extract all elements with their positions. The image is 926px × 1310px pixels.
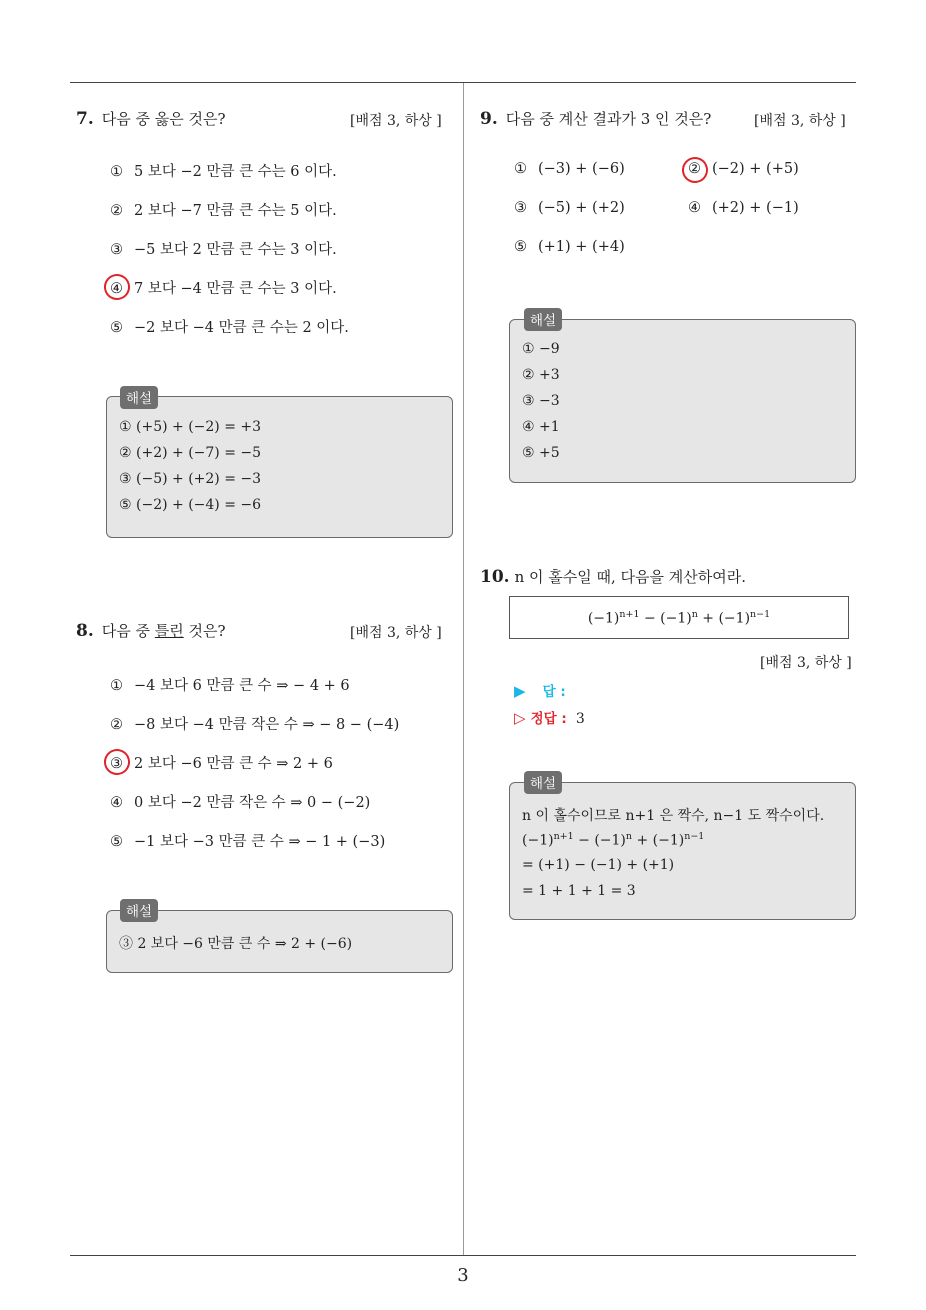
- q10-solution-expression: $(-1)^{n+1} - (-1)^n + (-1)^{n-1}$: [522, 831, 705, 849]
- q7-solution-line: ② (+2) + (−7) = −5: [119, 445, 262, 461]
- q8-choice-5[interactable]: ⑤ −1 보다 −3 만큼 큰 수 ⇒ − 1 + (−3): [110, 834, 386, 850]
- q8-text-prefix: 다음 중: [101, 622, 155, 640]
- column-divider: [463, 83, 464, 1255]
- q7-solution-box: [106, 396, 453, 538]
- q8-text-underlined: 틀린: [154, 622, 184, 640]
- q8-choice-3[interactable]: ③ 2 보다 −6 만큼 큰 수 ⇒ 2 + 6: [110, 756, 333, 772]
- q10-number: 10.: [480, 567, 510, 587]
- q7-number: 7.: [76, 109, 94, 129]
- q7-choice-4[interactable]: ④ 7 보다 −4 만큼 큰 수는 3 이다.: [110, 281, 337, 297]
- q10-correct-row: [514, 707, 585, 727]
- q9-solution-line: ① −9: [522, 341, 560, 357]
- q7-score: [배점 3, 하상 ]: [350, 113, 442, 129]
- q9-choice-5[interactable]: ⑤ (+1) + (+4): [514, 239, 625, 255]
- q9-solution-line: ③ −3: [522, 393, 560, 409]
- q8-answer-circle: [101, 746, 133, 778]
- q10-solution-box: [509, 782, 856, 920]
- q9-solution-line: ④ +1: [522, 419, 560, 435]
- q9-choice-1[interactable]: ① (−3) + (−6): [514, 161, 625, 177]
- q8-solution-box: [106, 910, 453, 973]
- bottom-rule: [70, 1255, 856, 1256]
- q8-header: [76, 620, 226, 641]
- q7-choice-3[interactable]: ③ −5 보다 2 만큼 큰 수는 3 이다.: [110, 242, 337, 258]
- q10-answer-row[interactable]: [514, 680, 566, 700]
- q8-score: [배점 3, 하상 ]: [350, 625, 442, 641]
- q8-choice-1[interactable]: ① −4 보다 6 만큼 큰 수 ⇒ − 4 + 6: [110, 678, 350, 694]
- q9-choice-2[interactable]: ② (−2) + (+5): [688, 161, 799, 177]
- q7-choice-5[interactable]: ⑤ −2 보다 −4 만큼 큰 수는 2 이다.: [110, 320, 349, 336]
- q8-solution-tag: 해설: [120, 899, 158, 922]
- q7-solution-line: ③ (−5) + (+2) = −3: [119, 471, 262, 487]
- q8-solution-line: ③ 2 보다 −6 만큼 큰 수 ⇒ 2 + (−6): [119, 936, 353, 952]
- q9-number: 9.: [480, 109, 498, 129]
- q10-text: n 이 홀수일 때, 다음을 계산하여라.: [514, 568, 746, 586]
- play-arrow-icon: ▶: [514, 682, 526, 700]
- q7-choice-1[interactable]: ① 5 보다 −2 만큼 큰 수는 6 이다.: [110, 164, 337, 180]
- q7-solution-tag: 해설: [120, 386, 158, 409]
- q9-solution-tag: 해설: [524, 308, 562, 331]
- q8-choice-4[interactable]: ④ 0 보다 −2 만큼 작은 수 ⇒ 0 − (−2): [110, 795, 371, 811]
- q10-score: [배점 3, 하상 ]: [760, 655, 852, 671]
- q10-solution-tag: 해설: [524, 771, 562, 794]
- q9-header: [480, 108, 711, 129]
- q7-answer-circle: [101, 271, 133, 303]
- q10-answer-label: 답 :: [542, 684, 566, 700]
- q7-text: 다음 중 옳은 것은?: [101, 110, 226, 128]
- q10-solution-line: = (+1) − (−1) + (+1): [522, 857, 675, 873]
- q9-choice-4[interactable]: ④ (+2) + (−1): [688, 200, 799, 216]
- q7-choice-2[interactable]: ② 2 보다 −7 만큼 큰 수는 5 이다.: [110, 203, 337, 219]
- q9-solution-line: ② +3: [522, 367, 560, 383]
- q7-solution-line: ⑤ (−2) + (−4) = −6: [119, 497, 262, 513]
- q10-header: [480, 566, 746, 587]
- q10-correct-value: 3: [575, 711, 585, 727]
- q7-header: [76, 108, 226, 129]
- q8-text-suffix: 것은?: [183, 622, 226, 640]
- q9-score: [배점 3, 하상 ]: [754, 113, 846, 129]
- q10-correct-label: 정답 :: [530, 711, 567, 727]
- q9-choice-3[interactable]: ③ (−5) + (+2): [514, 200, 625, 216]
- q10-solution-line: = 1 + 1 + 1 = 3: [522, 883, 636, 899]
- outline-arrow-icon: ▷: [514, 709, 526, 727]
- q8-number: 8.: [76, 621, 94, 641]
- q9-answer-circle: [679, 154, 711, 186]
- page-number: 3: [457, 1265, 469, 1286]
- q8-choice-2[interactable]: ② −8 보다 −4 만큼 작은 수 ⇒ − 8 − (−4): [110, 717, 400, 733]
- q9-solution-line: ⑤ +5: [522, 445, 560, 461]
- q10-formula: $(-1)^{n+1} - (-1)^n + (-1)^{n-1}$: [587, 608, 771, 627]
- q10-formula-box: [509, 596, 849, 639]
- q10-solution-line: n 이 홀수이므로 n+1 은 짝수, n−1 도 짝수이다.: [522, 808, 825, 824]
- q9-solution-box: [509, 319, 856, 483]
- q7-solution-line: ① (+5) + (−2) = +3: [119, 419, 262, 435]
- q9-text: 다음 중 계산 결과가 3 인 것은?: [505, 110, 712, 128]
